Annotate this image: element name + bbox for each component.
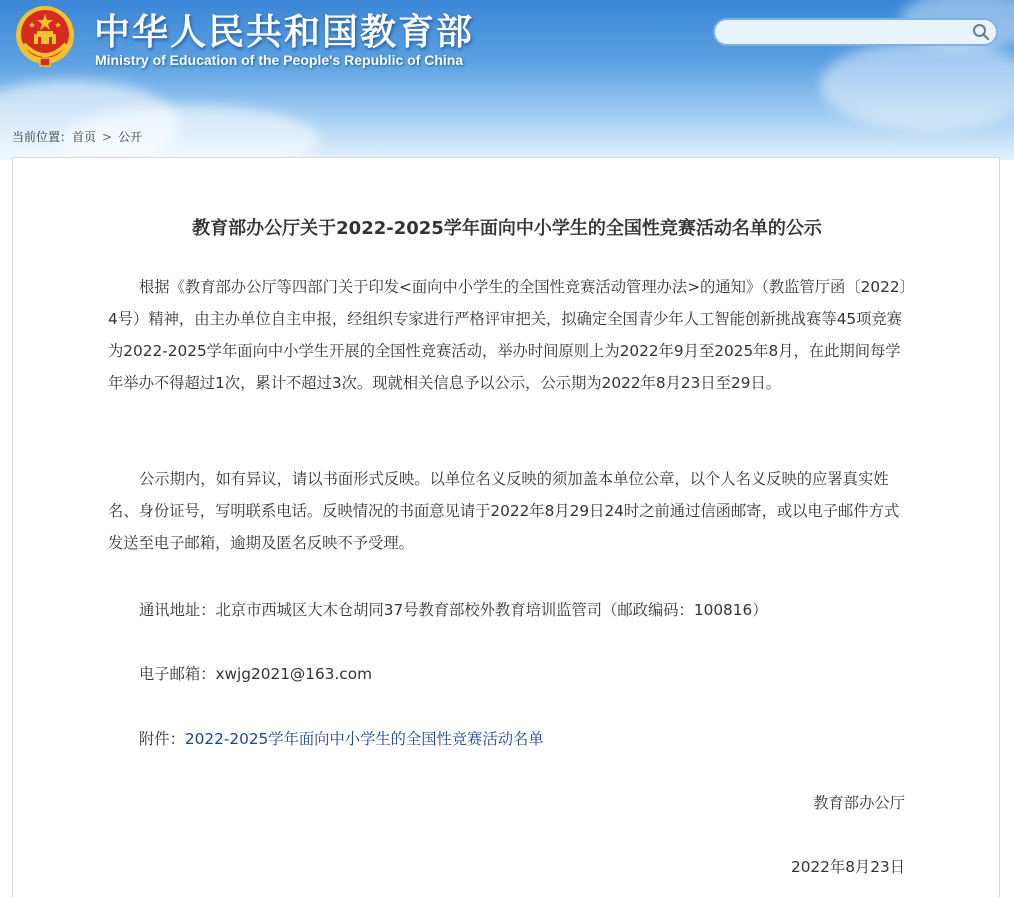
article-container (12, 157, 1000, 897)
site-header (0, 0, 1014, 160)
contact-address: 通讯地址：北京市西城区大木仓胡同37号教育部校外教育培训监管司（邮政编码：100816） (139, 601, 768, 619)
breadcrumb-prefix: 当前位置： (12, 130, 73, 144)
breadcrumb-separator: > (102, 130, 113, 144)
site-title[interactable]: 中华人民共和国教育部 (94, 12, 475, 53)
contact-email: 电子邮箱：xwjg2021@163.com (139, 665, 372, 683)
publish-date: 2022年8月23日 (790, 858, 905, 876)
breadcrumb-home-link[interactable]: 首页 (72, 130, 97, 144)
signature: 教育部办公厅 (813, 794, 905, 812)
search-input[interactable] (725, 22, 969, 44)
breadcrumb (12, 128, 142, 145)
attachment-label: 附件： (139, 730, 185, 748)
site-subtitle: Ministry of Education of the People's Republic of China (95, 52, 464, 68)
attachment-link[interactable]: 2022-2025学年面向中小学生的全国性竞赛活动名单 (184, 730, 544, 748)
article-paragraph: 根据《教育部办公厅等四部门关于印发<面向中小学生的全国性竞赛活动管理办法>的通知》（教监管厅函〔2022〕4号）精神，由主办单位自主申报，经组织专家进行严格评审把关，拟确定全国青少年人工智能创新挑战赛等45项竞赛为2022-2025学年面向中小学生开展的全国性竞赛活动，举办时间原则上为2022年9月至2025年8月，在此期间每学年举办不得超过1次，累计不超过3次。现就相关信息予以公示，公示期为2022年8月23日至29日。 (108, 278, 908, 392)
search-icon[interactable] (972, 23, 990, 41)
national-emblem-icon[interactable] (14, 4, 76, 68)
attachment-line (139, 727, 544, 749)
article-paragraph: 公示期内，如有异议，请以书面形式反映。以单位名义反映的须加盖本单位公章，以个人名义反映的应署真实姓名、身份证号，写明联系电话。反映情况的书面意见请于2022年8月29日24时之前通过信函邮寄，或以电子邮件方式发送至电子邮箱，逾期及匿名反映不予受理。 (108, 470, 900, 552)
search-box[interactable] (713, 18, 998, 46)
cloud-decoration (820, 40, 1014, 130)
breadcrumb-public-link[interactable]: 公开 (118, 130, 143, 144)
article-title: 教育部办公厅关于2022-2025学年面向中小学生的全国性竞赛活动名单的公示 (192, 218, 822, 239)
